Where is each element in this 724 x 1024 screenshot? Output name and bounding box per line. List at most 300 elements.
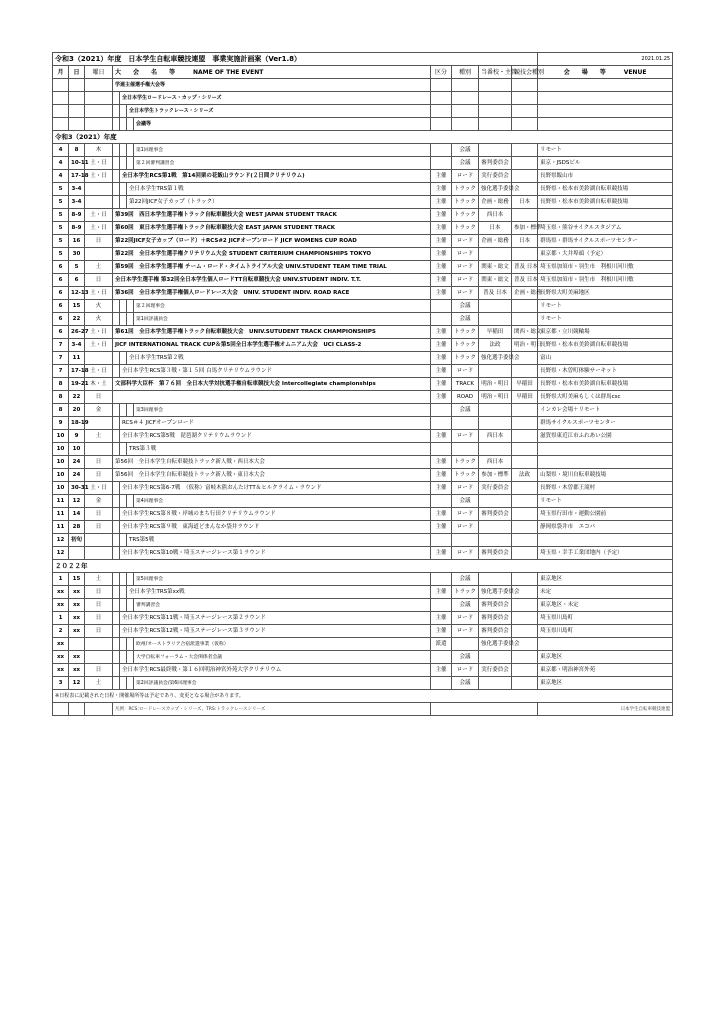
grade-cell <box>512 79 538 92</box>
event-name <box>113 391 431 404</box>
month-cell: 9 <box>53 417 69 430</box>
host-cell <box>479 118 512 131</box>
month-cell: 4 <box>53 157 69 170</box>
day-cell <box>69 638 85 651</box>
indent-cell <box>113 183 120 196</box>
type-cell: ロード <box>452 274 479 287</box>
category-cell: 主催 <box>431 248 452 261</box>
day-cell: 8-9 <box>69 222 85 235</box>
host-cell: 実行委員会 <box>479 170 512 183</box>
type-cell <box>452 534 479 547</box>
type-cell: 会議 <box>452 313 479 326</box>
host-cell: 審判委員会 <box>479 625 512 638</box>
venue-cell: 長野県・木曽郡王滝村 <box>538 482 673 495</box>
day-cell: xx <box>69 664 85 677</box>
indent-cell <box>127 638 134 651</box>
weekday-cell <box>85 638 113 651</box>
day-cell: 12 <box>69 495 85 508</box>
category-cell: 主催 <box>431 287 452 300</box>
weekday-cell: 日 <box>85 391 113 404</box>
event-row <box>53 404 673 417</box>
month-cell: 5 <box>53 209 69 222</box>
grade-cell <box>512 534 538 547</box>
event-row <box>53 183 673 196</box>
category-cell <box>431 651 452 664</box>
day-cell: 26-27 <box>69 326 85 339</box>
type-cell: ロード <box>452 430 479 443</box>
type-cell: 会議 <box>452 599 479 612</box>
event-row <box>53 326 673 339</box>
month-cell: 7 <box>53 365 69 378</box>
indent-cell <box>113 651 120 664</box>
type-cell <box>452 638 479 651</box>
host-cell: 審判委員会 <box>479 157 512 170</box>
weekday-cell: 日 <box>85 456 113 469</box>
event-name: 第２回理事会 <box>134 300 431 313</box>
event-row <box>53 196 673 209</box>
category-cell <box>431 417 452 430</box>
grade-cell <box>512 599 538 612</box>
category-cell <box>431 677 452 690</box>
month-cell: 5 <box>53 222 69 235</box>
month-cell: 8 <box>53 391 69 404</box>
venue-cell: 静岡県袋井市 エコパ <box>538 521 673 534</box>
category-cell <box>431 599 452 612</box>
type-cell: ロード <box>452 170 479 183</box>
indent-cell <box>113 105 120 118</box>
venue-cell: 東京地区・未定 <box>538 599 673 612</box>
event-row <box>53 651 673 664</box>
indent-cell <box>113 92 120 105</box>
header-row <box>53 66 673 79</box>
day-cell: 11 <box>69 352 85 365</box>
grade-cell <box>512 300 538 313</box>
grade-cell <box>512 92 538 105</box>
category-label: 学連主催選手権大会等 <box>113 79 431 92</box>
day-cell: 19-21 <box>69 378 85 391</box>
indent-cell <box>113 313 120 326</box>
grade-cell: 明治・明日 <box>512 339 538 352</box>
grade-cell <box>512 313 538 326</box>
venue-cell: 山梨県・境川自転車競技場 <box>538 469 673 482</box>
host-cell: 参加・標準 <box>479 469 512 482</box>
host-cell: 明治・明日 <box>479 391 512 404</box>
indent-cell <box>120 599 127 612</box>
category-cell: 主催 <box>431 586 452 599</box>
venue-cell <box>538 209 673 222</box>
weekday-cell: 土・日 <box>85 326 113 339</box>
event-row <box>53 469 673 482</box>
category-cell <box>431 144 452 157</box>
title-row <box>53 53 673 66</box>
indent-cell <box>120 638 127 651</box>
indent-cell <box>127 144 134 157</box>
host-cell <box>479 651 512 664</box>
host-cell: 実行委員会 <box>479 664 512 677</box>
indent-cell <box>113 508 120 521</box>
indent-cell <box>120 196 127 209</box>
event-name: 全日本学生RCS第11戦・埼玉ステージレース第２ラウンド <box>120 612 431 625</box>
event-row <box>53 313 673 326</box>
type-cell: 会議 <box>452 157 479 170</box>
weekday-cell <box>85 547 113 560</box>
host-cell <box>479 365 512 378</box>
event-row <box>53 573 673 586</box>
category-cell: 主催 <box>431 339 452 352</box>
event-name: 第59回 全日本学生選手権 チーム・ロード・タイムトライアル大会 UNIV.STUDENT TEAM TIME TRIAL <box>113 261 431 274</box>
day-cell: 初旬 <box>69 534 85 547</box>
indent-cell <box>113 664 120 677</box>
type-cell: ロード <box>452 482 479 495</box>
weekday-cell: 金 <box>85 404 113 417</box>
section-heading-row <box>53 560 673 573</box>
category-cell: 主催 <box>431 326 452 339</box>
host-cell <box>479 300 512 313</box>
weekday-cell <box>85 196 113 209</box>
type-cell: ロード <box>452 612 479 625</box>
grade-cell: 参加・標準 <box>512 222 538 235</box>
indent-cell <box>127 677 134 690</box>
event-name: TRS第5戦 <box>127 534 431 547</box>
type-cell <box>452 79 479 92</box>
venue-cell: 長野県飯山市 <box>538 170 673 183</box>
day-cell: 17-18 <box>69 170 85 183</box>
type-cell: トラック <box>452 339 479 352</box>
venue-cell: 滋賀県東近江市ふれあい公園 <box>538 430 673 443</box>
indent-cell <box>120 586 127 599</box>
day-cell: xx <box>69 612 85 625</box>
host-cell <box>479 417 512 430</box>
venue-cell <box>538 79 673 92</box>
event-name: 第22回 全日本学生選手権クリテリウム大会 STUDENT CRITERIUM CHAMPIONSHIPS TOKYO <box>113 248 431 261</box>
month-cell <box>53 105 69 118</box>
type-cell: トラック <box>452 209 479 222</box>
weekday-cell <box>85 92 113 105</box>
type-cell: 会議 <box>452 300 479 313</box>
event-name: 第39回 西日本学生選手権トラック自転車競技大会 WEST JAPAN STUDENT TRACK <box>113 209 431 222</box>
event-name: 全日本学生RCS第1戦 第14回栗の花飯山ラウンド(２日間クリテリウム) <box>120 170 431 183</box>
grade-cell: 日本 <box>512 196 538 209</box>
category-label: 全日本学生ロードレース・カップ・シリーズ <box>120 92 431 105</box>
event-name: 第4回理事会 <box>134 495 431 508</box>
event-name: 審判講習会 <box>134 599 431 612</box>
indent-cell <box>113 196 120 209</box>
day-cell: 20 <box>69 404 85 417</box>
event-row <box>53 339 673 352</box>
header-event: 大 会 名 等 NAME OF THE EVENT <box>113 66 431 79</box>
weekday-cell: 土・日 <box>85 209 113 222</box>
indent-cell <box>113 586 120 599</box>
category-cell: 主催 <box>431 612 452 625</box>
month-cell: 11 <box>53 521 69 534</box>
event-row <box>53 391 673 404</box>
host-cell <box>479 248 512 261</box>
grade-cell <box>512 430 538 443</box>
day-cell <box>69 79 85 92</box>
venue-cell: インカレ会場＋リモート <box>538 404 673 417</box>
event-row <box>53 144 673 157</box>
host-cell <box>479 534 512 547</box>
event-name: 全日本学生RCS第３戦・第１５回 白馬クリテリウムラウンド <box>120 365 431 378</box>
weekday-cell: 土・日 <box>85 170 113 183</box>
category-cell: 主催 <box>431 222 452 235</box>
category-cell <box>431 118 452 131</box>
month-cell <box>53 79 69 92</box>
venue-cell: 群馬県・群馬サイクルスポーツセンター <box>538 235 673 248</box>
month-cell: 10 <box>53 456 69 469</box>
type-cell: トラック <box>452 469 479 482</box>
host-cell: 早稲田 <box>479 326 512 339</box>
type-cell: ロード <box>452 261 479 274</box>
month-cell <box>53 92 69 105</box>
category-label: 会議等 <box>134 118 431 131</box>
schedule-table <box>52 52 673 716</box>
venue-cell: 埼玉県川島町 <box>538 625 673 638</box>
category-cell <box>431 105 452 118</box>
category-cell: 主催 <box>431 547 452 560</box>
footer-legend: 凡例：RCS:ロードレースカップ・シリーズ、TRS:トラックレースシリーズ <box>113 703 431 716</box>
host-cell <box>479 144 512 157</box>
event-row <box>53 300 673 313</box>
weekday-cell <box>85 118 113 131</box>
month-cell <box>53 118 69 131</box>
indent-cell <box>113 638 120 651</box>
footer-org: 日本学生自転車競技連盟 <box>538 703 673 716</box>
weekday-cell: 日 <box>85 586 113 599</box>
month-cell: xx <box>53 599 69 612</box>
category-cell <box>431 534 452 547</box>
day-cell: 9 <box>69 430 85 443</box>
category-cell <box>431 404 452 417</box>
indent-cell <box>120 534 127 547</box>
event-name: RCS＃４ JICFオープンロード <box>120 417 431 430</box>
host-cell: 強化選手委員会 <box>479 352 512 365</box>
grade-cell <box>512 677 538 690</box>
weekday-cell <box>85 183 113 196</box>
venue-cell: 東京・JSDSビル <box>538 157 673 170</box>
host-cell: 審判委員会 <box>479 599 512 612</box>
day-cell: 12-13 <box>69 287 85 300</box>
host-cell <box>479 495 512 508</box>
event-row <box>53 664 673 677</box>
type-cell: トラック <box>452 326 479 339</box>
event-row <box>53 417 673 430</box>
host-cell <box>479 404 512 417</box>
venue-cell: リモート <box>538 144 673 157</box>
indent-cell <box>120 300 127 313</box>
grade-cell <box>512 417 538 430</box>
indent-cell <box>113 573 120 586</box>
venue-cell <box>538 443 673 456</box>
month-cell: 12 <box>53 547 69 560</box>
grade-cell <box>512 625 538 638</box>
event-name: 全日本学生RCS第９戦 東海道どまんなか袋井ラウンド <box>120 521 431 534</box>
type-cell <box>452 118 479 131</box>
category-row <box>53 105 673 118</box>
indent-cell <box>127 157 134 170</box>
grade-cell <box>512 443 538 456</box>
host-cell <box>479 105 512 118</box>
venue-cell <box>538 456 673 469</box>
event-name: 欧州/オーストラリア合宿派遣事業（仮称） <box>134 638 431 651</box>
category-cell: 主催 <box>431 261 452 274</box>
indent-cell <box>120 495 127 508</box>
indent-cell <box>127 404 134 417</box>
category-cell: 主催 <box>431 209 452 222</box>
weekday-cell <box>85 534 113 547</box>
event-row <box>53 456 673 469</box>
weekday-cell: 土 <box>85 573 113 586</box>
event-row <box>53 638 673 651</box>
type-cell: ロード <box>452 248 479 261</box>
month-cell: 7 <box>53 352 69 365</box>
category-cell: 主催 <box>431 625 452 638</box>
type-cell: ROAD <box>452 391 479 404</box>
category-cell: 主催 <box>431 482 452 495</box>
venue-cell: 群馬サイクルスポーツセンター <box>538 417 673 430</box>
weekday-cell: 日 <box>85 235 113 248</box>
host-cell: 日本 <box>479 222 512 235</box>
category-cell: 主催 <box>431 664 452 677</box>
event-row <box>53 482 673 495</box>
header-category: 区分 <box>431 66 452 79</box>
event-row <box>53 547 673 560</box>
indent-cell <box>127 313 134 326</box>
month-cell: 11 <box>53 508 69 521</box>
indent-cell <box>127 573 134 586</box>
event-row <box>53 677 673 690</box>
weekday-cell <box>85 352 113 365</box>
weekday-cell <box>85 105 113 118</box>
venue-cell: 東京都・立川競輪場 <box>538 326 673 339</box>
venue-cell: 長野県・木曽町体験サーキット <box>538 365 673 378</box>
category-label: 全日本学生トラックレース・シリーズ <box>127 105 431 118</box>
grade-cell: 日本 <box>512 235 538 248</box>
category-cell: 主催 <box>431 508 452 521</box>
indent-cell <box>120 443 127 456</box>
weekday-cell: 火 <box>85 300 113 313</box>
event-row <box>53 495 673 508</box>
event-name: 全日本学生RCS第８戦・岸城のまち行田クリテリウムラウンド <box>120 508 431 521</box>
event-name: 第２回審判講習会 <box>134 157 431 170</box>
category-cell: 主催 <box>431 365 452 378</box>
type-cell <box>452 105 479 118</box>
weekday-cell: 日 <box>85 521 113 534</box>
category-cell: 主催 <box>431 274 452 287</box>
day-cell: 16 <box>69 235 85 248</box>
indent-cell <box>127 118 134 131</box>
footer-blank <box>85 703 113 716</box>
day-cell: xx <box>69 625 85 638</box>
category-row <box>53 118 673 131</box>
event-name: 第2回評議員会/第6回理事会 <box>134 677 431 690</box>
venue-cell <box>538 105 673 118</box>
event-row <box>53 209 673 222</box>
event-name: 全日本学生RCS最終戦・第１６回明治神宮外苑大学クリテリウム <box>120 664 431 677</box>
venue-cell: 東京地区 <box>538 573 673 586</box>
indent-cell <box>113 170 120 183</box>
venue-cell <box>538 638 673 651</box>
venue-cell: 長野県大町美麻もしくは群馬csc <box>538 391 673 404</box>
host-cell: 審判委員会 <box>479 547 512 560</box>
event-name: 第36回 全日本学生選手権個人ロードレース大会 UNIV. STUDENT INDIV. ROAD RACE <box>113 287 431 300</box>
day-cell: 8 <box>69 144 85 157</box>
type-cell: ロード <box>452 547 479 560</box>
event-row <box>53 508 673 521</box>
grade-cell <box>512 495 538 508</box>
event-row <box>53 378 673 391</box>
host-cell: 審判委員会 <box>479 612 512 625</box>
weekday-cell: 日 <box>85 469 113 482</box>
event-row <box>53 157 673 170</box>
grade-cell <box>512 521 538 534</box>
grade-cell <box>512 482 538 495</box>
day-cell <box>69 547 85 560</box>
weekday-cell <box>85 651 113 664</box>
document-date: 2021.01.25 <box>538 53 673 66</box>
host-cell: 企画・総務 <box>479 196 512 209</box>
indent-cell <box>127 300 134 313</box>
weekday-cell: 日 <box>85 274 113 287</box>
weekday-cell: 日 <box>85 599 113 612</box>
day-cell: 15 <box>69 573 85 586</box>
indent-cell <box>113 677 120 690</box>
day-cell: 3-4 <box>69 196 85 209</box>
day-cell: 30 <box>69 248 85 261</box>
grade-cell <box>512 118 538 131</box>
grade-cell: 法政 <box>512 469 538 482</box>
type-cell: ロード <box>452 508 479 521</box>
section-heading: ２０２２年 <box>53 560 673 573</box>
event-row <box>53 521 673 534</box>
type-cell: ロード <box>452 235 479 248</box>
type-cell: TRACK <box>452 378 479 391</box>
host-cell: 関東・総文 <box>479 261 512 274</box>
venue-cell: 未定 <box>538 586 673 599</box>
grade-cell <box>512 170 538 183</box>
weekday-cell: 日 <box>85 612 113 625</box>
category-cell: 主催 <box>431 235 452 248</box>
category-cell: 主催 <box>431 469 452 482</box>
indent-cell <box>127 599 134 612</box>
indent-cell <box>127 651 134 664</box>
month-cell: 3 <box>53 677 69 690</box>
venue-cell: 埼玉県加須市・羽生市 利根川河川敷 <box>538 261 673 274</box>
day-cell: 22 <box>69 391 85 404</box>
category-cell: 主催 <box>431 456 452 469</box>
venue-cell: 長野県大町美麻地区 <box>538 287 673 300</box>
grade-cell <box>512 573 538 586</box>
grade-cell: 普及 日本 <box>512 261 538 274</box>
category-cell: 主催 <box>431 352 452 365</box>
day-cell <box>69 92 85 105</box>
day-cell: 30-31 <box>69 482 85 495</box>
event-name: 文部科学大臣杯 第７６回 全日本大学対抗選手権自転車競技大会 Intercollegiate championships <box>113 378 431 391</box>
weekday-cell: 金 <box>85 495 113 508</box>
event-row <box>53 287 673 300</box>
indent-cell <box>113 612 120 625</box>
venue-cell: 富山 <box>538 352 673 365</box>
category-row <box>53 92 673 105</box>
footer-blank <box>69 703 85 716</box>
category-cell <box>431 313 452 326</box>
event-row <box>53 222 673 235</box>
indent-cell <box>113 547 120 560</box>
venue-cell: 東京都・明治神宮外苑 <box>538 664 673 677</box>
category-row <box>53 79 673 92</box>
grade-cell: 企画・総務 <box>512 287 538 300</box>
indent-cell <box>120 352 127 365</box>
